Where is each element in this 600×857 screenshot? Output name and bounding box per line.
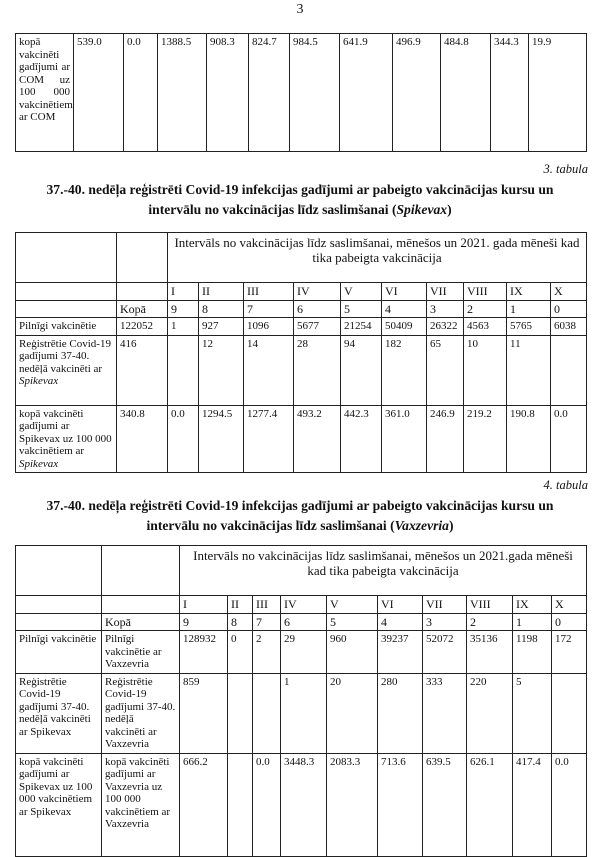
cell: 984.5	[290, 34, 340, 152]
cell: 94	[341, 335, 382, 405]
cell: 5677	[294, 318, 341, 336]
cell: 65	[427, 335, 464, 405]
month-header: X	[551, 283, 587, 301]
row-sublabel: kopā vakcinēti gadījumi ar Vaxzevria uz 100 000 vakcinētiem ar Vaxzevria	[102, 753, 180, 856]
title-line-2	[0, 516, 600, 536]
table-3-label: 3. tabula	[543, 162, 588, 176]
interval-header: 9	[180, 613, 228, 631]
row-label-text: kopā vakcinēti gadījumi ar Spikevax uz 100 000 vakcinētiem ar Spikevax	[19, 755, 93, 818]
interval-header: 5	[341, 300, 382, 318]
empty-cell	[16, 233, 117, 283]
cell: 960	[327, 631, 378, 674]
month-header: X	[552, 596, 587, 614]
cell: 0.0	[168, 405, 199, 473]
interval-header: 2	[464, 300, 507, 318]
interval-header: 0	[552, 613, 587, 631]
cell: 2083.3	[327, 753, 378, 856]
empty-cell	[16, 596, 102, 614]
interval-header: 0	[551, 300, 587, 318]
cell: 35136	[467, 631, 513, 674]
row-label-text: Reģistrētie Covid-19 gadījumi 37-40. nedēļā vakcinēti ar	[19, 337, 111, 375]
cell: 50409	[382, 318, 427, 336]
title-text: )	[447, 202, 452, 217]
cell: 29	[281, 631, 327, 674]
month-header: III	[253, 596, 281, 614]
empty-cell	[16, 613, 102, 631]
cell	[168, 335, 199, 405]
empty-cell	[16, 300, 117, 318]
title-line-1: 37.-40. nedēļa reģistrēti Covid-19 infekcijas gadījumi ar pabeigto vakcinācijas kursu un	[46, 182, 554, 197]
cell: 0.0	[124, 34, 158, 152]
row-label: kopā vakcinēti gadījumi ar COM uz 100 000 vakcinētiem ar COM	[16, 34, 74, 152]
interval-header: 4	[378, 613, 423, 631]
month-header: IV	[281, 596, 327, 614]
empty-cell	[16, 546, 102, 596]
interval-header: 6	[281, 613, 327, 631]
cell: 172	[552, 631, 587, 674]
cell	[552, 673, 587, 753]
interval-header: 7	[253, 613, 281, 631]
month-header: I	[168, 283, 199, 301]
cell: 246.9	[427, 405, 464, 473]
row-sublabel: Reģistrētie Covid-19 gadījumi 37-40. nedēļā vakcinēti ar Vaxzevria	[102, 673, 180, 753]
month-header: I	[180, 596, 228, 614]
cell: 927	[199, 318, 244, 336]
row-label-text: Pilnīgi vakcinētie	[19, 320, 97, 332]
interval-header: 5	[327, 613, 378, 631]
cell: 5	[513, 673, 552, 753]
cell: 128932	[180, 631, 228, 674]
cell	[253, 673, 281, 753]
cell-total: 122052	[117, 318, 168, 336]
row-label-vaccine: Spikevax	[19, 375, 59, 387]
month-header: III	[244, 283, 294, 301]
month-header: VI	[378, 596, 423, 614]
cell: 824.7	[249, 34, 290, 152]
row-label	[16, 335, 117, 405]
interval-header: 1	[507, 300, 551, 318]
months-row	[16, 283, 587, 301]
total-label: Kopā	[102, 613, 180, 631]
cell: 10	[464, 335, 507, 405]
cell: 1277.4	[244, 405, 294, 473]
cell: 0	[228, 631, 253, 674]
table-row	[16, 673, 587, 753]
table-row	[16, 335, 587, 405]
cell: 182	[382, 335, 427, 405]
empty-cell	[16, 283, 117, 301]
row-label-vaccine: Spikevax	[19, 457, 59, 470]
cell: 344.3	[491, 34, 529, 152]
row-label-text: kopā vakcinēti gadījumi ar Spikevax uz 100 000 vakcinētiem ar	[19, 407, 112, 457]
cell: 493.2	[294, 405, 341, 473]
total-label: Kopā	[117, 300, 168, 318]
month-header: V	[327, 596, 378, 614]
cell: 190.8	[507, 405, 551, 473]
row-sublabel: Pilnīgi vakcinētie ar Vaxzevria	[102, 631, 180, 674]
cell: 908.3	[207, 34, 249, 152]
cell: 0.0	[552, 753, 587, 856]
cell: 20	[327, 673, 378, 753]
cell: 361.0	[382, 405, 427, 473]
vaccine-name: Spikevax	[396, 202, 448, 217]
title-line-1: 37.-40. nedēļa reģistrēti Covid-19 infekcijas gadījumi ar pabeigto vakcinācijas kursu un	[46, 498, 554, 513]
month-header: VII	[423, 596, 467, 614]
table-row	[16, 318, 587, 336]
cell: 2	[253, 631, 281, 674]
cell: 496.9	[393, 34, 441, 152]
cell: 641.9	[340, 34, 393, 152]
cell: 4563	[464, 318, 507, 336]
cell: 0.0	[253, 753, 281, 856]
cell-total: 416	[117, 335, 168, 405]
interval-header: 7	[244, 300, 294, 318]
cell: 639.5	[423, 753, 467, 856]
cell: 219.2	[464, 405, 507, 473]
cell: 333	[423, 673, 467, 753]
interval-header: 3	[423, 613, 467, 631]
month-header: IV	[294, 283, 341, 301]
row-label	[16, 673, 102, 753]
row-label-text: Pilnīgi vakcinētie	[19, 633, 97, 645]
intervals-row	[16, 613, 587, 631]
table-3	[15, 232, 587, 473]
cell: 14	[244, 335, 294, 405]
month-header: IX	[513, 596, 552, 614]
month-header: VI	[382, 283, 427, 301]
interval-header: 3	[427, 300, 464, 318]
row-label	[16, 318, 117, 336]
cell: 39237	[378, 631, 423, 674]
row-label	[16, 631, 102, 674]
month-header: V	[341, 283, 382, 301]
cell: 28	[294, 335, 341, 405]
interval-header: Intervāls no vakcinācijas līdz saslimšanai, mēnešos un 2021. gada mēneši kad tika pabeigta vakcinācija	[168, 233, 587, 283]
table-4-title	[0, 496, 600, 536]
cell: 666.2	[180, 753, 228, 856]
cell: 220	[467, 673, 513, 753]
interval-header: Intervāls no vakcinācijas līdz saslimšanai, mēnešos un 2021.gada mēneši kad tika pabeigta vakcinācija	[180, 546, 587, 596]
cell: 1	[281, 673, 327, 753]
cell: 1388.5	[158, 34, 207, 152]
title-text: )	[448, 518, 454, 533]
interval-header: 1	[513, 613, 552, 631]
months-row	[16, 596, 587, 614]
cell: 859	[180, 673, 228, 753]
month-header: VIII	[467, 596, 513, 614]
table-4	[15, 545, 587, 857]
interval-header: 8	[199, 300, 244, 318]
interval-header: 9	[168, 300, 199, 318]
cell: 417.4	[513, 753, 552, 856]
header-row	[16, 233, 587, 283]
title-text: intervālu no vakcinācijas līdz saslimšanai (	[146, 518, 395, 533]
page-number: 3	[296, 2, 304, 17]
cell: 3448.3	[281, 753, 327, 856]
month-header: IX	[507, 283, 551, 301]
cell: 26322	[427, 318, 464, 336]
table-3-title	[0, 180, 600, 220]
intervals-row	[16, 300, 587, 318]
cell	[228, 673, 253, 753]
month-header: II	[228, 596, 253, 614]
cell: 6038	[551, 318, 587, 336]
interval-header: 8	[228, 613, 253, 631]
empty-cell	[102, 546, 180, 596]
table-4-label: 4. tabula	[543, 478, 588, 492]
empty-cell	[117, 283, 168, 301]
cell: 0.0	[551, 405, 587, 473]
vaccine-name: Vaxzevria	[394, 518, 449, 533]
cell: 1	[168, 318, 199, 336]
table-continuation	[15, 33, 587, 152]
cell: 713.6	[378, 753, 423, 856]
month-header: VII	[427, 283, 464, 301]
interval-header: 2	[467, 613, 513, 631]
cell: 52072	[423, 631, 467, 674]
empty-cell	[117, 233, 168, 283]
cell: 19.9	[529, 34, 587, 152]
interval-header: 4	[382, 300, 427, 318]
table-row	[16, 631, 587, 674]
interval-header: 6	[294, 300, 341, 318]
cell: 12	[199, 335, 244, 405]
title-line-2	[0, 200, 600, 220]
cell	[228, 753, 253, 856]
month-header: VIII	[464, 283, 507, 301]
table-row	[16, 753, 587, 856]
cell: 1294.5	[199, 405, 244, 473]
cell: 280	[378, 673, 423, 753]
cell: 626.1	[467, 753, 513, 856]
cell: 21254	[341, 318, 382, 336]
cell: 11	[507, 335, 551, 405]
cell: 1096	[244, 318, 294, 336]
row-label-text: Reģistrētie Covid-19 gadījumi 37-40. nedēļā vakcinēti ar Spikevax	[19, 675, 91, 738]
cell-total: 539.0	[74, 34, 124, 152]
cell: 442.3	[341, 405, 382, 473]
month-header: II	[199, 283, 244, 301]
cell: 1198	[513, 631, 552, 674]
row-label	[16, 753, 102, 856]
empty-cell	[102, 596, 180, 614]
cell-total: 340.8	[117, 405, 168, 473]
cell	[551, 335, 587, 405]
header-row	[16, 546, 587, 596]
table-row	[16, 405, 587, 473]
row-label	[16, 405, 117, 473]
cell: 484.8	[441, 34, 491, 152]
cell: 5765	[507, 318, 551, 336]
table-row	[16, 34, 587, 152]
title-text: intervālu no vakcinācijas līdz saslimšanai (	[148, 202, 397, 217]
